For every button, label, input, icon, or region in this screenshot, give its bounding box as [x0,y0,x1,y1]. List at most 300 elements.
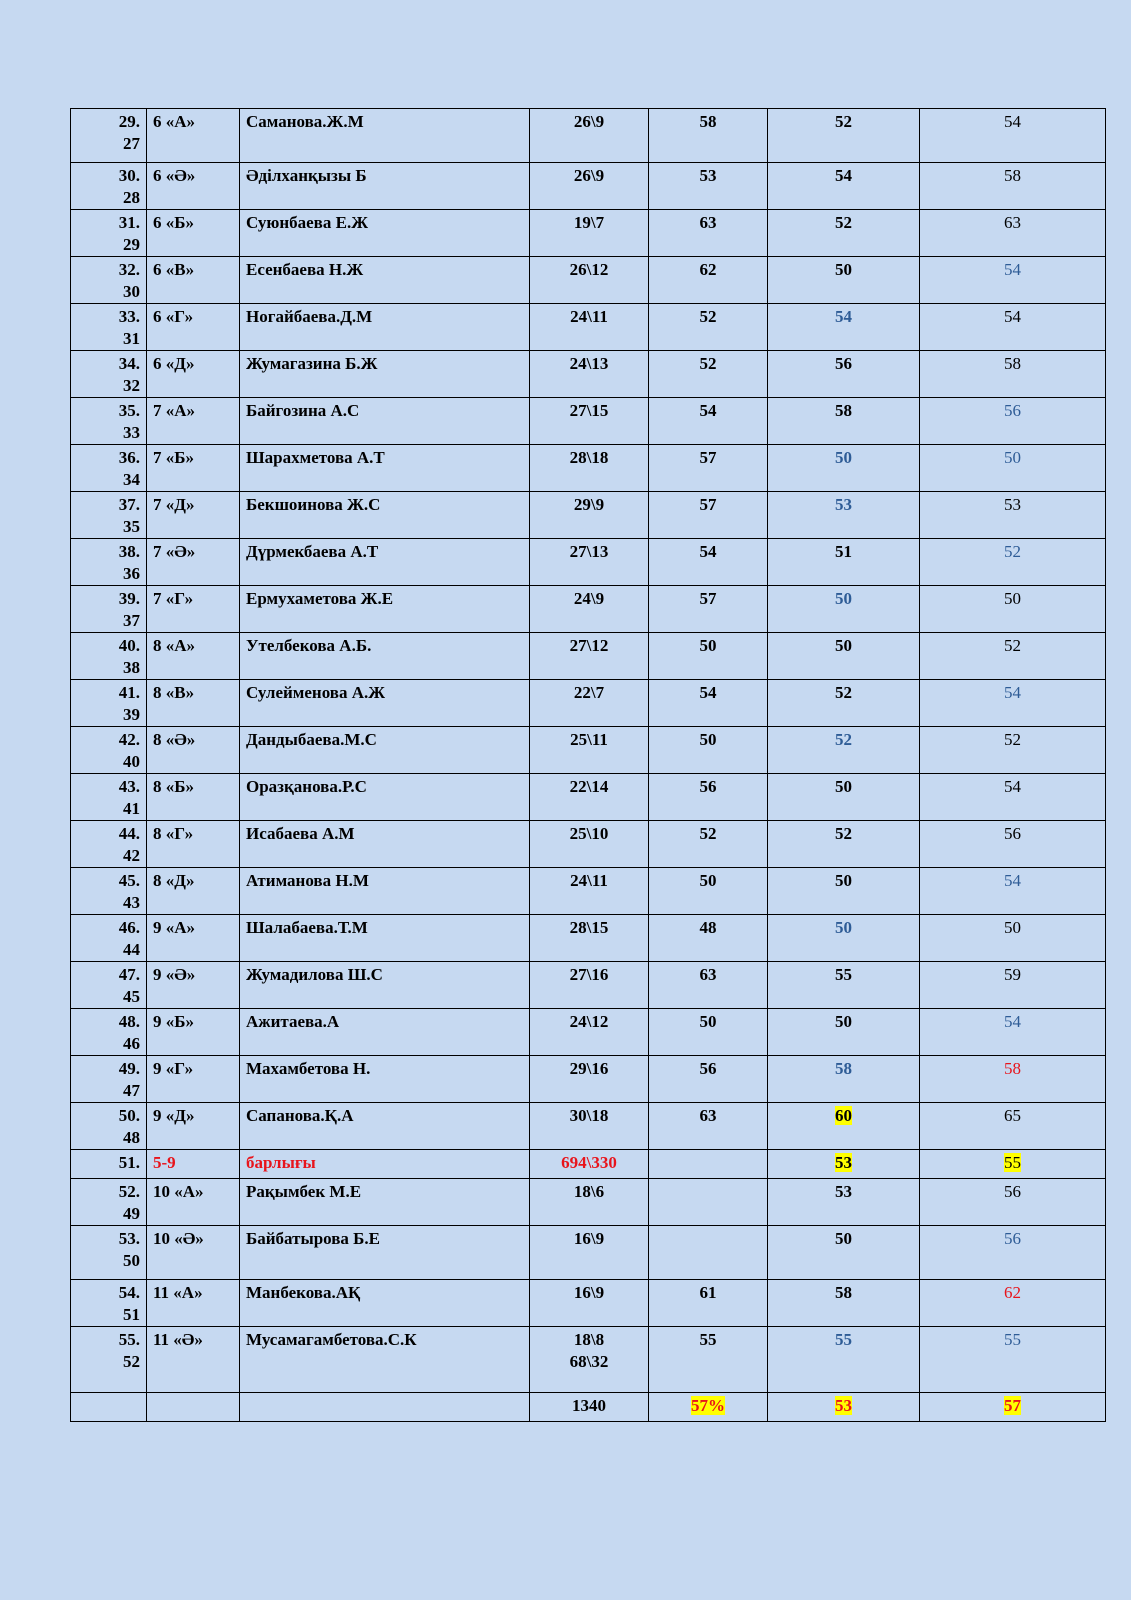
name-value: Ногайбаева.Д.М [246,307,373,326]
b-value: 55 [835,965,852,984]
row-number-cell [71,1179,147,1226]
b-value: 53 [835,1182,852,1201]
row-number-cell [71,210,147,257]
row-number-cell [71,1056,147,1103]
name-value: Ермухаметова Ж.Е [246,589,394,608]
name-value: Ажитаева.А [246,1012,340,1031]
table-row [71,398,1106,445]
a-value: 48 [699,918,717,937]
student-count-cell [530,586,649,633]
student-count-cell [530,351,649,398]
score-a-cell [649,1327,768,1393]
table-row [71,1280,1106,1327]
num-line: 51. [118,1153,140,1172]
name-value: Манбекова.АҚ [246,1283,361,1302]
c-value: 52 [1004,730,1021,749]
teacher-name-cell [240,351,530,398]
score-c-cell [920,868,1106,915]
count-line: 28\15 [569,918,609,937]
total-c: 57 [1004,1396,1021,1415]
table-row [71,1056,1106,1103]
b-value: 50 [835,777,852,796]
student-count-cell [530,210,649,257]
score-b-cell [768,915,920,962]
a-value: 50 [699,871,717,890]
table-row [71,1327,1106,1393]
c-value: 58 [1004,354,1021,373]
count-line: 27\12 [569,636,609,655]
cls-value: 7 «Ә» [153,542,196,561]
a-value: 53 [699,166,717,185]
teacher-name-cell [240,1009,530,1056]
name-value: Атиманова Н.М [246,871,369,890]
table-row [71,586,1106,633]
score-c-cell [920,962,1106,1009]
cls-value: 6 «Б» [153,213,194,232]
score-b-cell [768,109,920,163]
score-a-cell [649,1103,768,1150]
table-row [71,821,1106,868]
a-value: 50 [699,730,717,749]
b-value: 58 [835,1283,852,1302]
name-value: Рақымбек М.Е [246,1182,362,1201]
count-line: 24\13 [569,354,609,373]
score-c-cell [920,210,1106,257]
student-count-cell [530,163,649,210]
class-cell [147,915,240,962]
row-number-cell [71,774,147,821]
total-c-cell [920,1393,1106,1422]
total-class-cell [147,1393,240,1422]
num-line: 32. [118,260,140,279]
score-b-cell [768,398,920,445]
a-value: 57 [699,495,717,514]
class-cell [147,1056,240,1103]
score-b-cell [768,1009,920,1056]
name-value: барлығы [246,1153,316,1172]
teacher-name-cell [240,680,530,727]
row-number-cell [71,445,147,492]
count-line: 68\32 [569,1352,609,1371]
score-a-cell [649,1226,768,1280]
score-c-cell [920,109,1106,163]
c-value: 58 [1004,1059,1021,1078]
row-number-cell [71,304,147,351]
name-value: Махамбетова Н. [246,1059,371,1078]
row-number-cell [71,1103,147,1150]
count-line: 19\7 [573,213,605,232]
num-line: 46 [123,1034,140,1053]
num-line: 43. [118,777,140,796]
score-c-cell [920,1056,1106,1103]
cls-value: 8 «Г» [153,824,194,843]
score-a-cell [649,1056,768,1103]
num-line: 48 [123,1128,140,1147]
count-line: 24\9 [573,589,605,608]
a-value: 52 [699,354,717,373]
cls-value: 6 «В» [153,260,195,279]
count-line: 27\16 [569,965,609,984]
num-line: 45. [118,871,140,890]
num-line: 33 [123,423,140,442]
class-cell [147,962,240,1009]
score-a-cell [649,774,768,821]
cls-value: 6 «Г» [153,307,194,326]
num-line: 29 [123,235,140,254]
table-row [71,445,1106,492]
teacher-name-cell [240,821,530,868]
name-value: Суюнбаева Е.Ж [246,213,369,232]
total-b-cell [768,1393,920,1422]
student-count-cell [530,727,649,774]
total-a-cell [649,1393,768,1422]
b-value: 55 [835,1330,852,1349]
a-value: 62 [699,260,717,279]
c-value: 50 [1004,589,1021,608]
row-number-cell [71,868,147,915]
score-b-cell [768,962,920,1009]
cls-value: 7 «А» [153,401,196,420]
row-number-cell [71,398,147,445]
b-value: 58 [835,401,852,420]
count-line: 694\330 [561,1153,617,1172]
count-line: 27\15 [569,401,609,420]
num-line: 47. [118,965,140,984]
score-a-cell [649,680,768,727]
table-row [71,210,1106,257]
class-cell [147,1327,240,1393]
teacher-name-cell [240,727,530,774]
score-b-cell [768,351,920,398]
num-line: 45 [123,987,140,1006]
table-row [71,633,1106,680]
teacher-name-cell [240,304,530,351]
row-number-cell [71,1150,147,1179]
results-table [70,108,1106,1422]
table-row [71,304,1106,351]
class-cell [147,1103,240,1150]
count-line: 30\18 [569,1106,609,1125]
count-line: 25\11 [570,730,608,749]
teacher-name-cell [240,445,530,492]
cls-value: 8 «Ә» [153,730,196,749]
score-c-cell [920,445,1106,492]
cls-value: 6 «Д» [153,354,195,373]
student-count-cell [530,492,649,539]
row-number-cell [71,915,147,962]
c-value: 54 [1004,307,1021,326]
score-a-cell [649,109,768,163]
score-a-cell [649,257,768,304]
score-b-cell [768,210,920,257]
count-line: 24\11 [570,307,608,326]
score-c-cell [920,1327,1106,1393]
teacher-name-cell [240,492,530,539]
num-line: 27 [123,134,140,153]
count-line: 28\18 [569,448,609,467]
score-a-cell [649,351,768,398]
cls-value: 6 «Ә» [153,166,196,185]
score-b-cell [768,539,920,586]
name-value: Жумагазина Б.Ж [246,354,378,373]
row-number-cell [71,351,147,398]
a-value: 63 [699,213,717,232]
c-value: 62 [1004,1283,1021,1302]
score-b-cell [768,445,920,492]
num-line: 30 [123,282,140,301]
row-number-cell [71,962,147,1009]
score-b-cell [768,586,920,633]
row-number-cell [71,492,147,539]
score-a-cell [649,915,768,962]
teacher-name-cell [240,1327,530,1393]
score-b-cell [768,680,920,727]
score-c-cell [920,1280,1106,1327]
score-c-cell [920,304,1106,351]
num-line: 38. [118,542,140,561]
student-count-cell [530,1327,649,1393]
score-a-cell [649,586,768,633]
c-value: 54 [1004,871,1021,890]
score-a-cell [649,1179,768,1226]
num-line: 36. [118,448,140,467]
b-value: 56 [835,354,852,373]
num-line: 38 [123,658,140,677]
class-cell [147,109,240,163]
cls-value: 5-9 [153,1153,176,1172]
b-value: 60 [835,1106,852,1125]
b-value: 52 [835,112,852,131]
score-b-cell [768,727,920,774]
score-c-cell [920,680,1106,727]
count-line: 27\13 [569,542,609,561]
c-value: 55 [1004,1153,1021,1172]
score-b-cell [768,1327,920,1393]
name-value: Жумадилова Ш.С [246,965,383,984]
student-count-cell [530,539,649,586]
class-cell [147,1226,240,1280]
row-number-cell [71,821,147,868]
student-count-cell [530,633,649,680]
score-a-cell [649,304,768,351]
c-value: 63 [1004,213,1021,232]
name-value: Байгозина А.С [246,401,360,420]
cls-value: 9 «Д» [153,1106,195,1125]
score-b-cell [768,868,920,915]
count-line: 22\7 [573,683,605,702]
teacher-name-cell [240,962,530,1009]
count-line: 18\8 [573,1330,605,1349]
score-b-cell [768,774,920,821]
row-number-cell [71,109,147,163]
num-line: 42 [123,846,140,865]
teacher-name-cell [240,257,530,304]
class-cell [147,1179,240,1226]
name-value: Шарахметова А.Т [246,448,385,467]
num-line: 50 [123,1251,140,1270]
b-value: 53 [835,495,852,514]
num-line: 54. [118,1283,140,1302]
student-count-cell [530,109,649,163]
b-value: 50 [835,1012,852,1031]
teacher-name-cell [240,539,530,586]
cls-value: 9 «Г» [153,1059,194,1078]
student-count-cell [530,1103,649,1150]
count-line: 26\9 [573,166,605,185]
cls-value: 6 «А» [153,112,196,131]
student-count-cell [530,1150,649,1179]
class-cell [147,492,240,539]
student-count-cell [530,1280,649,1327]
name-value: Байбатырова Б.Е [246,1229,381,1248]
b-value: 51 [835,542,852,561]
b-value: 52 [835,213,852,232]
student-count-cell [530,1009,649,1056]
score-b-cell [768,1280,920,1327]
student-count-cell [530,304,649,351]
num-line: 34. [118,354,140,373]
b-value: 54 [835,166,852,185]
class-cell [147,398,240,445]
score-c-cell [920,1179,1106,1226]
teacher-name-cell [240,1103,530,1150]
student-count-cell [530,445,649,492]
name-value: Бекшоинова Ж.С [246,495,381,514]
table-row [71,109,1106,163]
score-a-cell [649,210,768,257]
b-value: 52 [835,824,852,843]
total-a: 57% [691,1396,725,1415]
score-b-cell [768,1226,920,1280]
name-value: Шалабаева.Т.М [246,918,368,937]
a-value: 56 [699,1059,717,1078]
b-value: 50 [835,1229,852,1248]
score-a-cell [649,868,768,915]
class-cell [147,304,240,351]
score-c-cell [920,1226,1106,1280]
score-a-cell [649,962,768,1009]
total-name-cell [240,1393,530,1422]
teacher-name-cell [240,1280,530,1327]
b-value: 50 [835,448,852,467]
a-value: 54 [699,401,717,420]
student-count-cell [530,680,649,727]
student-count-cell [530,1179,649,1226]
student-count-cell [530,868,649,915]
a-value: 55 [699,1330,717,1349]
name-value: Дандыбаева.М.С [246,730,377,749]
row-number-cell [71,727,147,774]
a-value: 54 [699,683,717,702]
table-row [71,257,1106,304]
b-value: 50 [835,636,852,655]
score-a-cell [649,633,768,680]
b-value: 50 [835,918,852,937]
score-b-cell [768,1056,920,1103]
a-value: 61 [699,1283,717,1302]
num-line: 31. [118,213,140,232]
class-cell [147,821,240,868]
row-number-cell [71,163,147,210]
num-line: 52. [118,1182,140,1201]
a-value: 63 [699,965,717,984]
score-a-cell [649,1280,768,1327]
class-cell [147,727,240,774]
count-line: 22\14 [569,777,609,796]
a-value: 52 [699,307,717,326]
num-line: 28 [123,188,140,207]
c-value: 52 [1004,636,1021,655]
name-value: Сапанова.Қ.А [246,1106,354,1125]
teacher-name-cell [240,210,530,257]
table-row [71,868,1106,915]
name-value: Әділханқызы Б [246,166,367,185]
num-line: 42. [118,730,140,749]
score-a-cell [649,727,768,774]
table-row [71,962,1106,1009]
c-value: 54 [1004,1012,1021,1031]
c-value: 56 [1004,1229,1021,1248]
class-cell [147,351,240,398]
count-line: 26\12 [569,260,609,279]
name-value: Мусамагамбетова.С.К [246,1330,417,1349]
student-count-cell [530,257,649,304]
student-count-cell [530,1226,649,1280]
teacher-name-cell [240,586,530,633]
score-a-cell [649,539,768,586]
num-line: 37 [123,611,140,630]
num-line: 35. [118,401,140,420]
class-cell [147,445,240,492]
score-c-cell [920,492,1106,539]
student-count-cell [530,774,649,821]
row-number-cell [71,586,147,633]
teacher-name-cell [240,163,530,210]
student-count-cell [530,962,649,1009]
num-line: 50. [118,1106,140,1125]
score-c-cell [920,398,1106,445]
name-value: Есенбаева Н.Ж [246,260,364,279]
cls-value: 11 «А» [153,1283,203,1302]
teacher-name-cell [240,915,530,962]
c-value: 53 [1004,495,1021,514]
num-line: 32 [123,376,140,395]
score-c-cell [920,586,1106,633]
count-line: 16\9 [573,1229,605,1248]
class-cell [147,1280,240,1327]
score-c-cell [920,1103,1106,1150]
student-count-cell [530,398,649,445]
num-line: 52 [123,1352,140,1371]
count-line: 29\9 [573,495,605,514]
row-number-cell [71,1009,147,1056]
table-row [71,680,1106,727]
teacher-name-cell [240,774,530,821]
a-value: 54 [699,542,717,561]
c-value: 56 [1004,824,1021,843]
total-num-cell [71,1393,147,1422]
name-value: Дүрмекбаева А.Т [246,542,379,561]
b-value: 53 [835,1153,852,1172]
total-row [71,1393,1106,1422]
student-count-cell [530,821,649,868]
count-line: 29\16 [569,1059,609,1078]
num-line: 39 [123,705,140,724]
c-value: 54 [1004,777,1021,796]
table-row [71,1150,1106,1179]
num-line: 31 [123,329,140,348]
score-b-cell [768,304,920,351]
